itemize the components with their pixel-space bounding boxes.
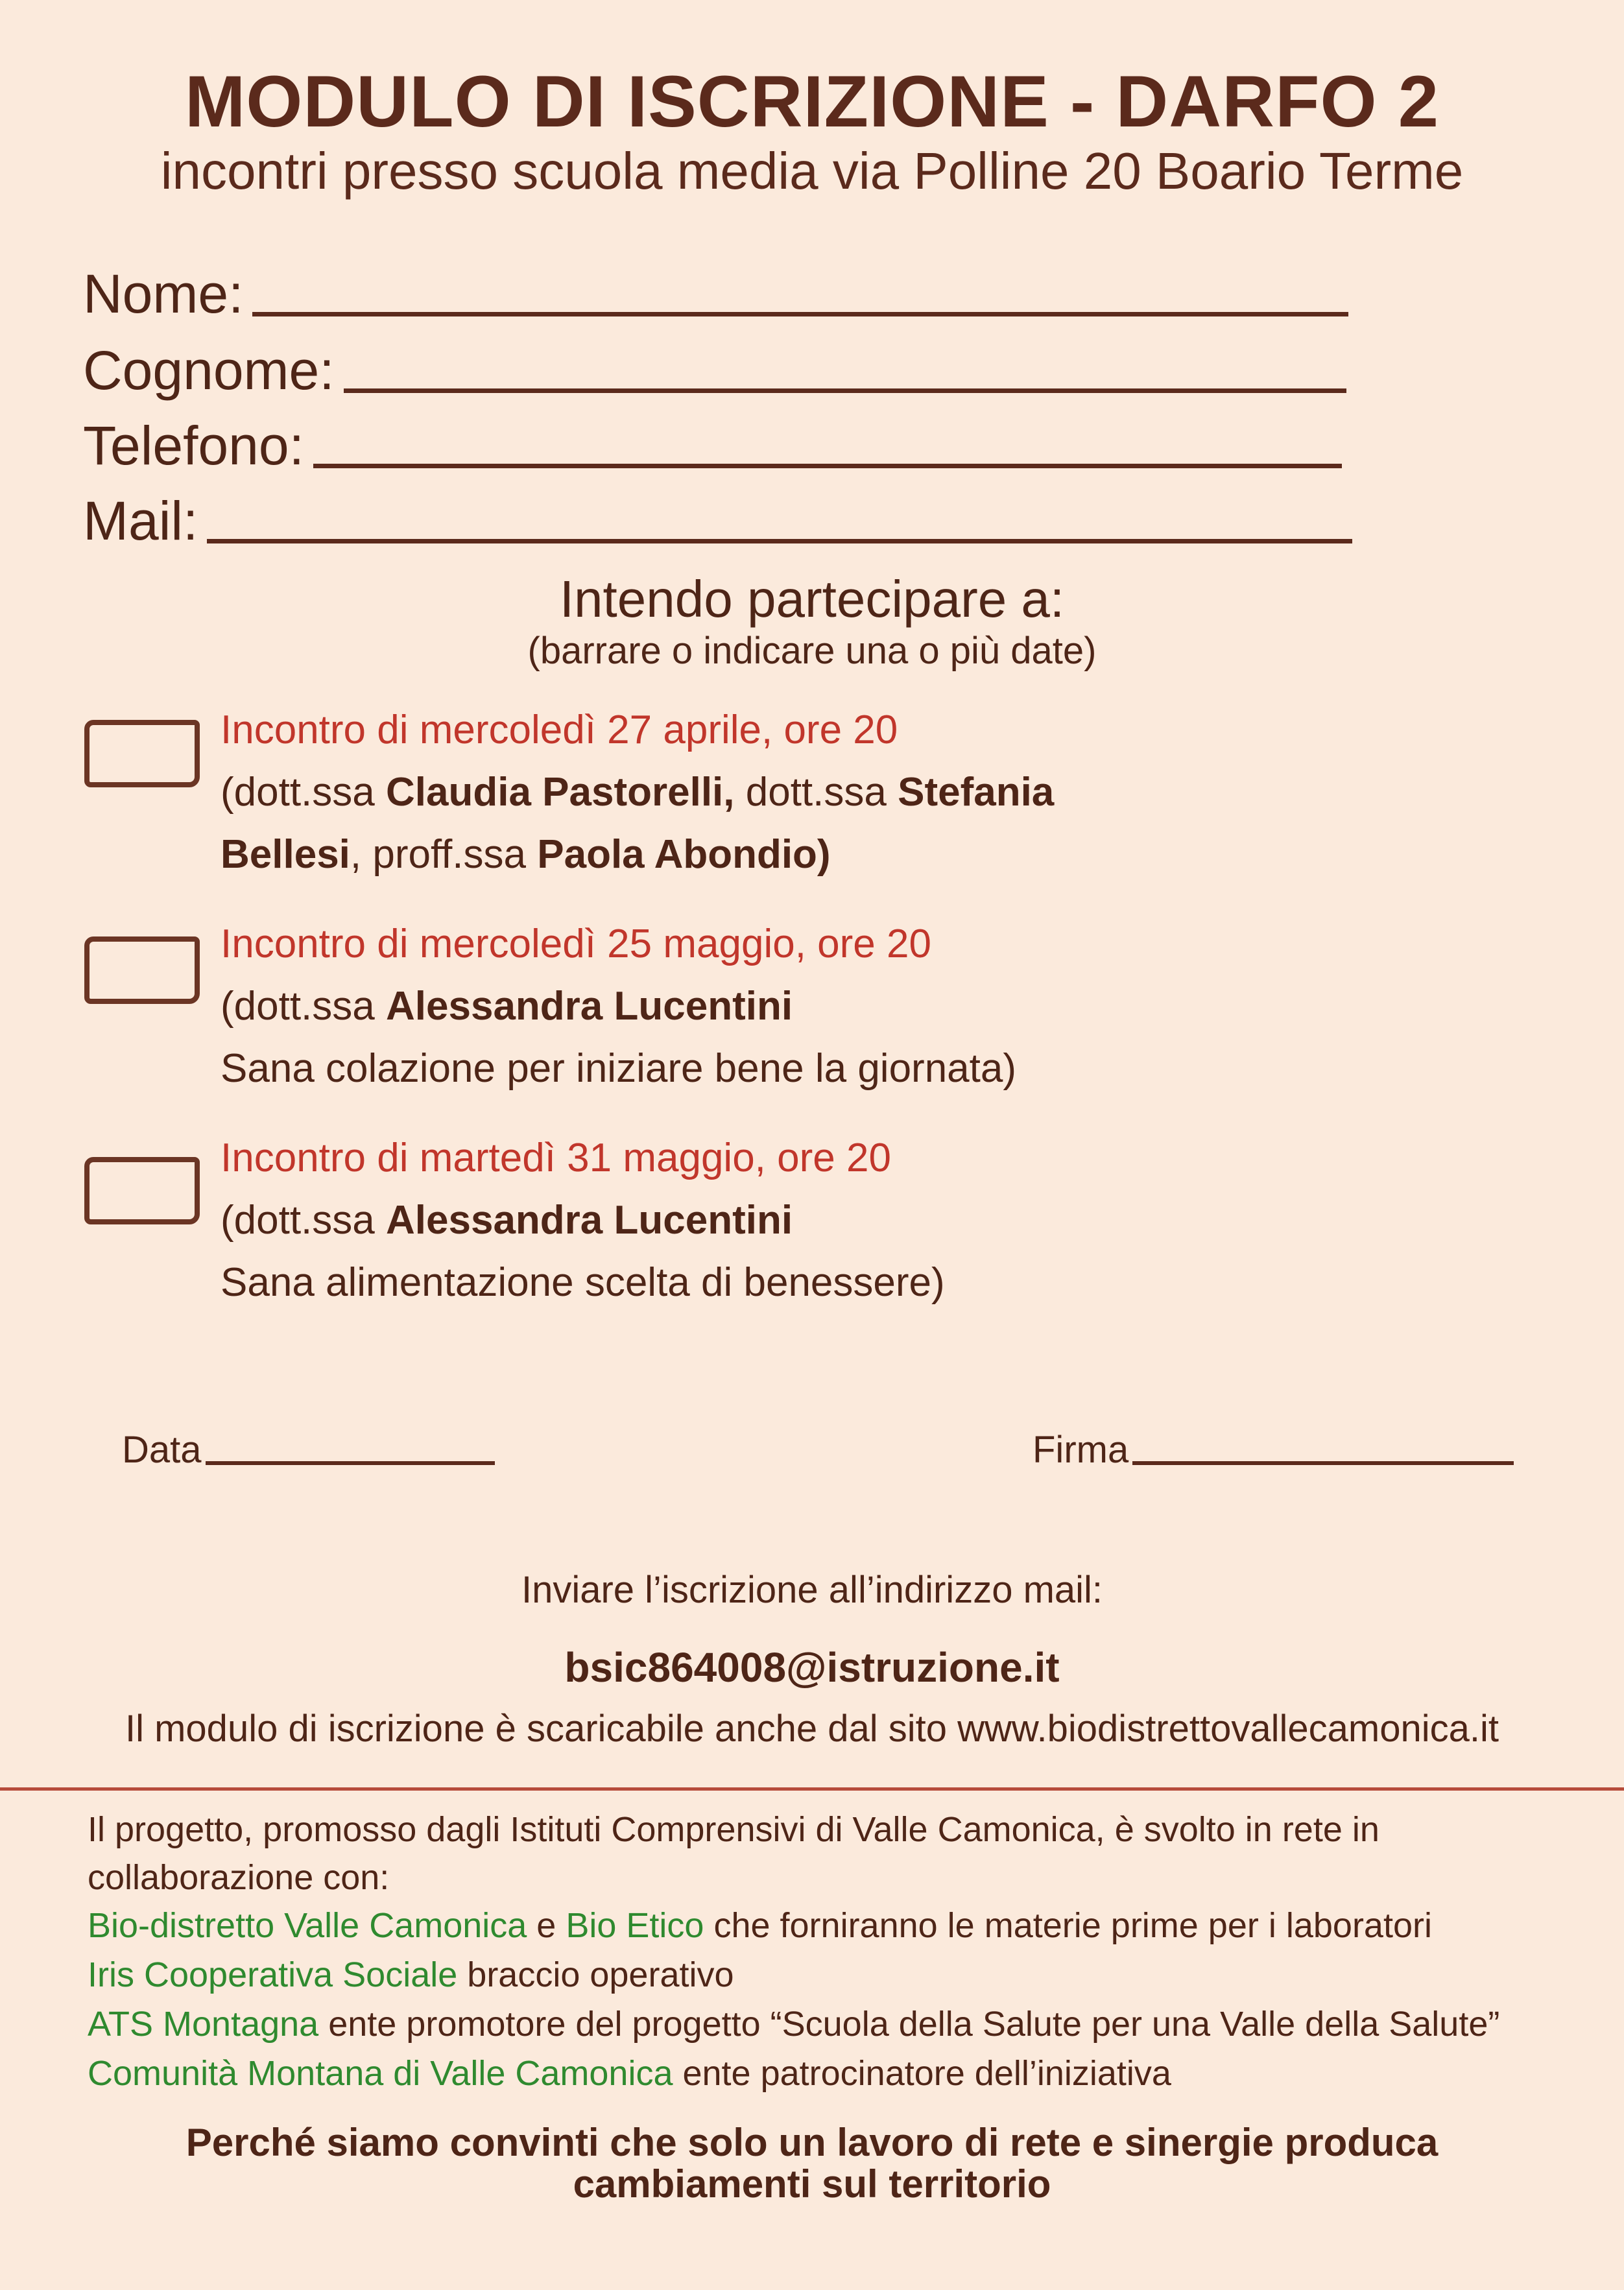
closing-line-2: cambiamenti sul territorio	[573, 2162, 1051, 2206]
footer-intro: Il progetto, promosso dagli Istituti Comprensivi di Valle Camonica, è svolto in rete in collaborazione con:	[88, 1810, 1379, 1897]
phone-label: Telefono:	[83, 415, 304, 476]
event-1-speaker: Bellesi	[221, 832, 350, 877]
partner-role: braccio operativo	[457, 1955, 734, 1994]
event-2-speaker-line	[221, 983, 793, 1029]
phone-field[interactable]	[83, 414, 1342, 477]
name-label: Nome:	[83, 263, 244, 324]
partner-role: ente promotore del progetto “Scuola della Salute per una Valle della Salute”	[318, 2005, 1500, 2044]
signature-field[interactable]	[1033, 1428, 1514, 1472]
mail-label: Mail:	[83, 490, 198, 551]
signature-line[interactable]	[1132, 1461, 1514, 1465]
date-field[interactable]	[122, 1428, 495, 1472]
event-1-speaker: Paola Abondio)	[537, 832, 831, 877]
event-2-text: (dott.ssa	[221, 984, 386, 1029]
event-1-text: dott.ssa	[734, 770, 898, 815]
closing-line-1: Perché siamo convinti che solo un lavoro di rete e sinergie produca	[185, 2121, 1439, 2164]
page-subtitle: incontri presso scuola media via Polline 20 Boario Terme	[160, 142, 1464, 200]
event-2-topic: Sana colazione per iniziare bene la giornata)	[221, 1046, 1017, 1091]
participation-note: (barrare o indicare una o più date)	[527, 630, 1097, 672]
signature-label: Firma	[1033, 1429, 1129, 1471]
event-1-speakers-line-2	[221, 831, 831, 877]
closing-statement	[0, 2122, 1624, 2205]
partner-ats: ATS Montagna	[88, 2005, 319, 2044]
footer-partner-3	[88, 2000, 1553, 2048]
footer-divider	[0, 1787, 1624, 1791]
surname-field[interactable]	[83, 339, 1346, 402]
event-1-speakers-line-1	[221, 769, 1054, 815]
event-1-speaker: Stefania	[898, 770, 1055, 815]
partner-biodistretto: Bio-distretto Valle Camonica	[88, 1906, 527, 1945]
partner-bio-etico: Bio Etico	[566, 1906, 704, 1945]
event-3-speaker-line	[221, 1197, 793, 1243]
phone-line[interactable]	[313, 464, 1342, 468]
event-3-topic: Sana alimentazione scelta di benessere)	[221, 1260, 945, 1305]
event-1-speaker: Claudia Pastorelli,	[386, 770, 735, 815]
event-3-speaker: Alessandra Lucentini	[386, 1198, 793, 1243]
mail-field[interactable]	[83, 490, 1352, 553]
event-2-heading: Incontro di mercoledì 25 maggio, ore 20	[221, 922, 931, 966]
mail-line[interactable]	[207, 539, 1352, 543]
footer-partner-1	[88, 1902, 1553, 1950]
footer-partner-2	[88, 1951, 1553, 1999]
partner-iris: Iris Cooperativa Sociale	[88, 1955, 458, 1994]
footer-partner-4	[88, 2049, 1553, 2097]
event-2-speaker: Alessandra Lucentini	[386, 984, 793, 1029]
event-1-heading: Incontro di mercoledì 27 aprile, ore 20	[221, 708, 898, 752]
name-line[interactable]	[252, 312, 1348, 316]
surname-label: Cognome:	[83, 340, 335, 401]
event-1-text: , proff.ssa	[350, 832, 538, 877]
event-1-checkbox[interactable]	[84, 720, 200, 787]
event-1-text: (dott.ssa	[221, 770, 386, 815]
date-line[interactable]	[206, 1461, 495, 1465]
event-2-checkbox[interactable]	[84, 936, 200, 1004]
page-title: MODULO DI ISCRIZIONE - DARFO 2	[185, 61, 1439, 142]
contact-email[interactable]: bsic864008@istruzione.it	[564, 1644, 1060, 1691]
surname-line[interactable]	[344, 388, 1346, 393]
participation-heading: Intendo partecipare a:	[559, 570, 1065, 628]
send-instructions: Inviare l’iscrizione all’indirizzo mail:	[521, 1569, 1103, 1611]
partner-text: e	[527, 1906, 566, 1945]
name-field[interactable]	[83, 263, 1348, 326]
event-3-checkbox[interactable]	[84, 1157, 200, 1224]
partner-role: ente patrocinatore dell’iniziativa	[673, 2054, 1171, 2093]
date-label: Data	[122, 1429, 202, 1471]
partner-role: che forniranno le materie prime per i laboratori	[704, 1906, 1432, 1945]
partner-comunita-montana: Comunità Montana di Valle Camonica	[88, 2054, 673, 2093]
event-3-heading: Incontro di martedì 31 maggio, ore 20	[221, 1136, 891, 1180]
download-note: Il modulo di iscrizione è scaricabile anche dal sito www.biodistrettovallecamonica.it	[125, 1708, 1499, 1750]
event-3-text: (dott.ssa	[221, 1198, 386, 1243]
